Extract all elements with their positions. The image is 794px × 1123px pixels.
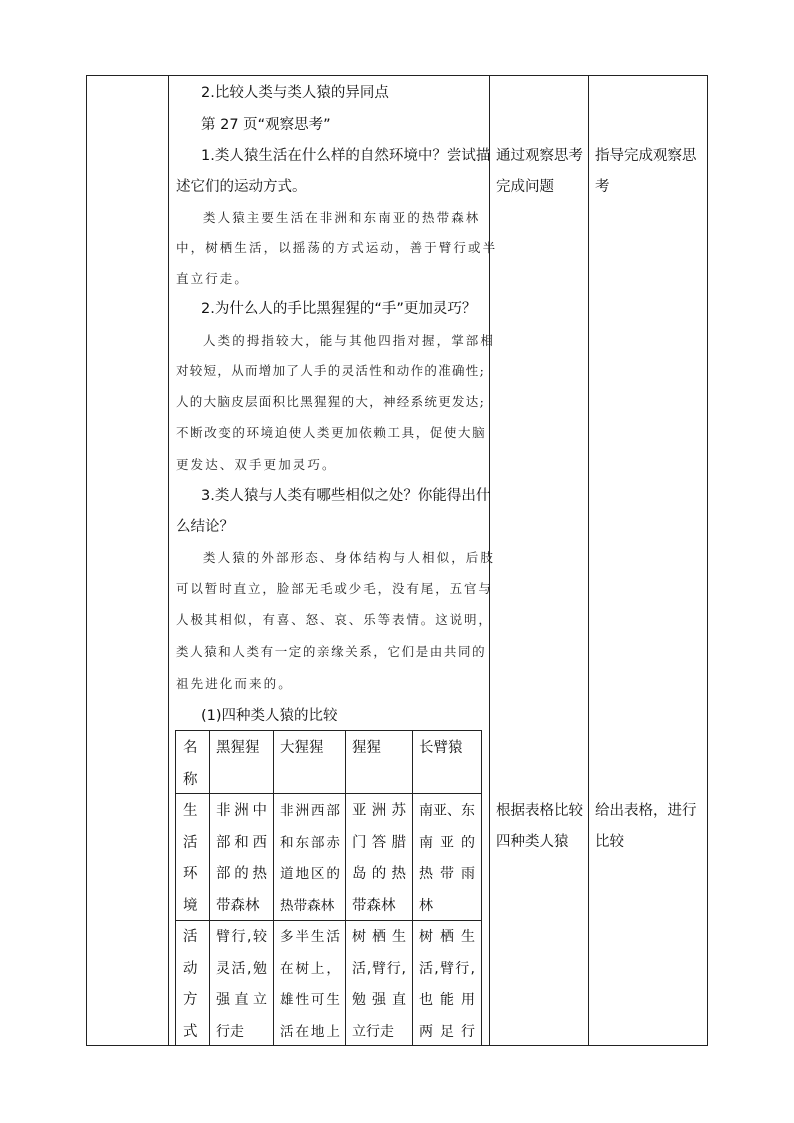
table-border-left — [86, 75, 87, 1046]
ape-table-col-divider-4 — [412, 730, 413, 1046]
teacher-activity-1-line-1: 指导完成观察思 — [595, 148, 697, 164]
cell-line: 门答腊 — [352, 834, 406, 851]
answer-3-line-4: 类人猿和人类有一定的亲缘关系，它们是由共同的 — [176, 644, 487, 659]
teacher-activity-1-line-2: 考 — [595, 179, 610, 195]
ape-table-header-gorilla — [280, 733, 324, 765]
source-reference: 第 27 页“观察思考” — [201, 117, 331, 133]
ape-table-movement-label — [183, 922, 198, 1048]
cell-line: 方 — [183, 992, 198, 1008]
cell-line: 活,臂行, — [352, 960, 406, 977]
student-activity-2-line-2: 四种类人猿 — [496, 834, 569, 850]
answer-3-line-3: 人极其相似，有喜、怒、哀、乐等表情。这说明， — [176, 612, 493, 627]
cell-line: 非洲中 — [216, 803, 267, 819]
ape-table-col-divider-2 — [273, 730, 274, 1046]
ape-table-habitat-gorilla — [280, 796, 340, 922]
question-2: 2.为什么人的手比黑猩猩的“手”更加灵巧？ — [201, 301, 477, 317]
teacher-activity-2-line-2: 比较 — [595, 834, 624, 850]
column-divider-3 — [588, 75, 589, 1046]
answer-2-line-1: 人类的拇指较大，能与其他四指对握，掌部相 — [203, 333, 496, 348]
cell-line: 亚洲苏 — [352, 803, 406, 819]
ape-table-border-top — [175, 730, 482, 731]
ape-table-col-divider-3 — [345, 730, 346, 1046]
cell-line: 和东部赤 — [280, 834, 340, 851]
ape-table-col-divider-1 — [209, 730, 210, 1046]
table-caption: (1)四种类人猿的比较 — [201, 708, 338, 724]
cell-line: 南亚、东 — [419, 803, 475, 819]
cell-line: 道地区的 — [280, 866, 340, 882]
cell-line: 名 — [183, 740, 198, 756]
answer-2-line-5: 更发达、双手更加灵巧。 — [176, 457, 337, 472]
cell-line: 猩猩 — [352, 740, 381, 756]
ape-table-border-left — [175, 730, 176, 1046]
cell-line: 式 — [183, 1023, 198, 1040]
cell-line: 带森林 — [216, 897, 260, 914]
cell-line: 灵活,勉 — [216, 960, 267, 977]
answer-3-line-1: 类人猿的外部形态、身体结构与人相似，后肢 — [203, 550, 496, 565]
cell-line: 热带森林 — [280, 897, 335, 914]
cell-line: 热带雨 — [419, 866, 475, 882]
cell-line: 南亚的 — [419, 834, 475, 851]
cell-line: 境 — [183, 897, 198, 914]
answer-1-line-3: 直立行走。 — [176, 271, 250, 286]
cell-line: 雄性可生 — [280, 992, 340, 1008]
cell-line: 岛的热 — [352, 866, 406, 882]
question-1-line-1: 1.类人猿生活在什么样的自然环境中？尝试描 — [201, 148, 491, 164]
cell-line: 大猩猩 — [280, 740, 324, 756]
ape-table-movement-orangutan — [352, 922, 406, 1048]
student-activity-1-line-1: 通过观察思考 — [496, 148, 583, 164]
ape-table-habitat-chimpanzee — [216, 796, 267, 922]
cell-line: 两足行 — [419, 1023, 475, 1040]
cell-line: 生 — [183, 803, 198, 819]
table-border-top — [86, 75, 708, 76]
teacher-activity-2-line-1: 给出表格，进行 — [595, 803, 697, 819]
cell-line: 活,臂行, — [419, 960, 475, 977]
cell-line: 带森林 — [352, 897, 396, 914]
cell-line: 部的热 — [216, 866, 267, 882]
ape-table-habitat-gibbon — [419, 796, 475, 922]
ape-table-movement-gorilla — [280, 922, 340, 1048]
cell-line: 黑猩猩 — [216, 740, 260, 756]
cell-line: 活 — [183, 929, 198, 945]
answer-1-line-1: 类人猿主要生活在非洲和东南亚的热带森林 — [203, 210, 481, 225]
cell-line: 勉强直 — [352, 992, 406, 1008]
answer-3-line-2: 可以暂时直立，脸部无毛或少毛，没有尾，五官与 — [176, 581, 493, 596]
cell-line: 立行走 — [352, 1023, 394, 1040]
question-3-line-2: 么结论？ — [176, 519, 234, 535]
ape-table-habitat-label — [183, 796, 198, 922]
cell-line: 动 — [183, 960, 198, 977]
ape-table-header-chimpanzee — [216, 733, 260, 765]
student-activity-1-line-2: 完成问题 — [496, 179, 554, 195]
question-3-line-1: 3.类人猿与人类有哪些相似之处？你能得出什 — [201, 488, 491, 504]
ape-table-header-gibbon — [419, 733, 463, 765]
ape-table-row-divider-1 — [175, 793, 482, 794]
cell-line: 多半生活 — [280, 929, 340, 945]
cell-line: 部和西 — [216, 834, 267, 851]
cell-line: 臂行,较 — [216, 929, 267, 945]
answer-2-line-2: 对较短，从而增加了人手的灵活性和动作的准确性; — [176, 363, 486, 378]
cell-line: 活在地上 — [280, 1023, 340, 1040]
ape-table-header-name — [183, 733, 198, 796]
answer-3-line-5: 祖先进化而来的。 — [176, 676, 293, 691]
answer-2-line-4: 不断改变的环境迫使人类更加依赖工具，促使大脑 — [176, 425, 487, 440]
section-heading: 2.比较人类与类人猿的异同点 — [201, 85, 389, 101]
ape-table-border-right — [481, 730, 482, 1046]
question-1-line-2: 述它们的运动方式。 — [176, 179, 307, 195]
ape-table-habitat-orangutan — [352, 796, 406, 922]
ape-table-header-orangutan — [352, 733, 381, 765]
cell-line: 树栖生 — [419, 929, 475, 945]
cell-line: 行走 — [216, 1023, 244, 1040]
cell-line: 环 — [183, 866, 198, 882]
student-activity-2-line-1: 根据表格比较 — [496, 803, 583, 819]
ape-table-movement-chimpanzee — [216, 922, 267, 1048]
answer-1-line-2: 中，树栖生活，以摇荡的方式运动，善于臂行或半 — [176, 240, 498, 255]
cell-line: 林 — [419, 897, 433, 914]
column-divider-1 — [168, 75, 169, 1046]
cell-line: 长臂猿 — [419, 740, 463, 756]
cell-line: 也能用 — [419, 992, 475, 1008]
cell-line: 在树上， — [280, 960, 340, 977]
table-border-right — [707, 75, 708, 1046]
cell-line: 活 — [183, 834, 198, 851]
answer-2-line-3: 人的大脑皮层面积比黑猩猩的大，神经系统更发达; — [176, 394, 486, 409]
cell-line: 强直立 — [216, 992, 267, 1008]
cell-line: 树栖生 — [352, 929, 406, 945]
ape-table-movement-gibbon — [419, 922, 475, 1048]
cell-line: 非洲西部 — [280, 803, 340, 819]
cell-line: 称 — [183, 771, 198, 788]
